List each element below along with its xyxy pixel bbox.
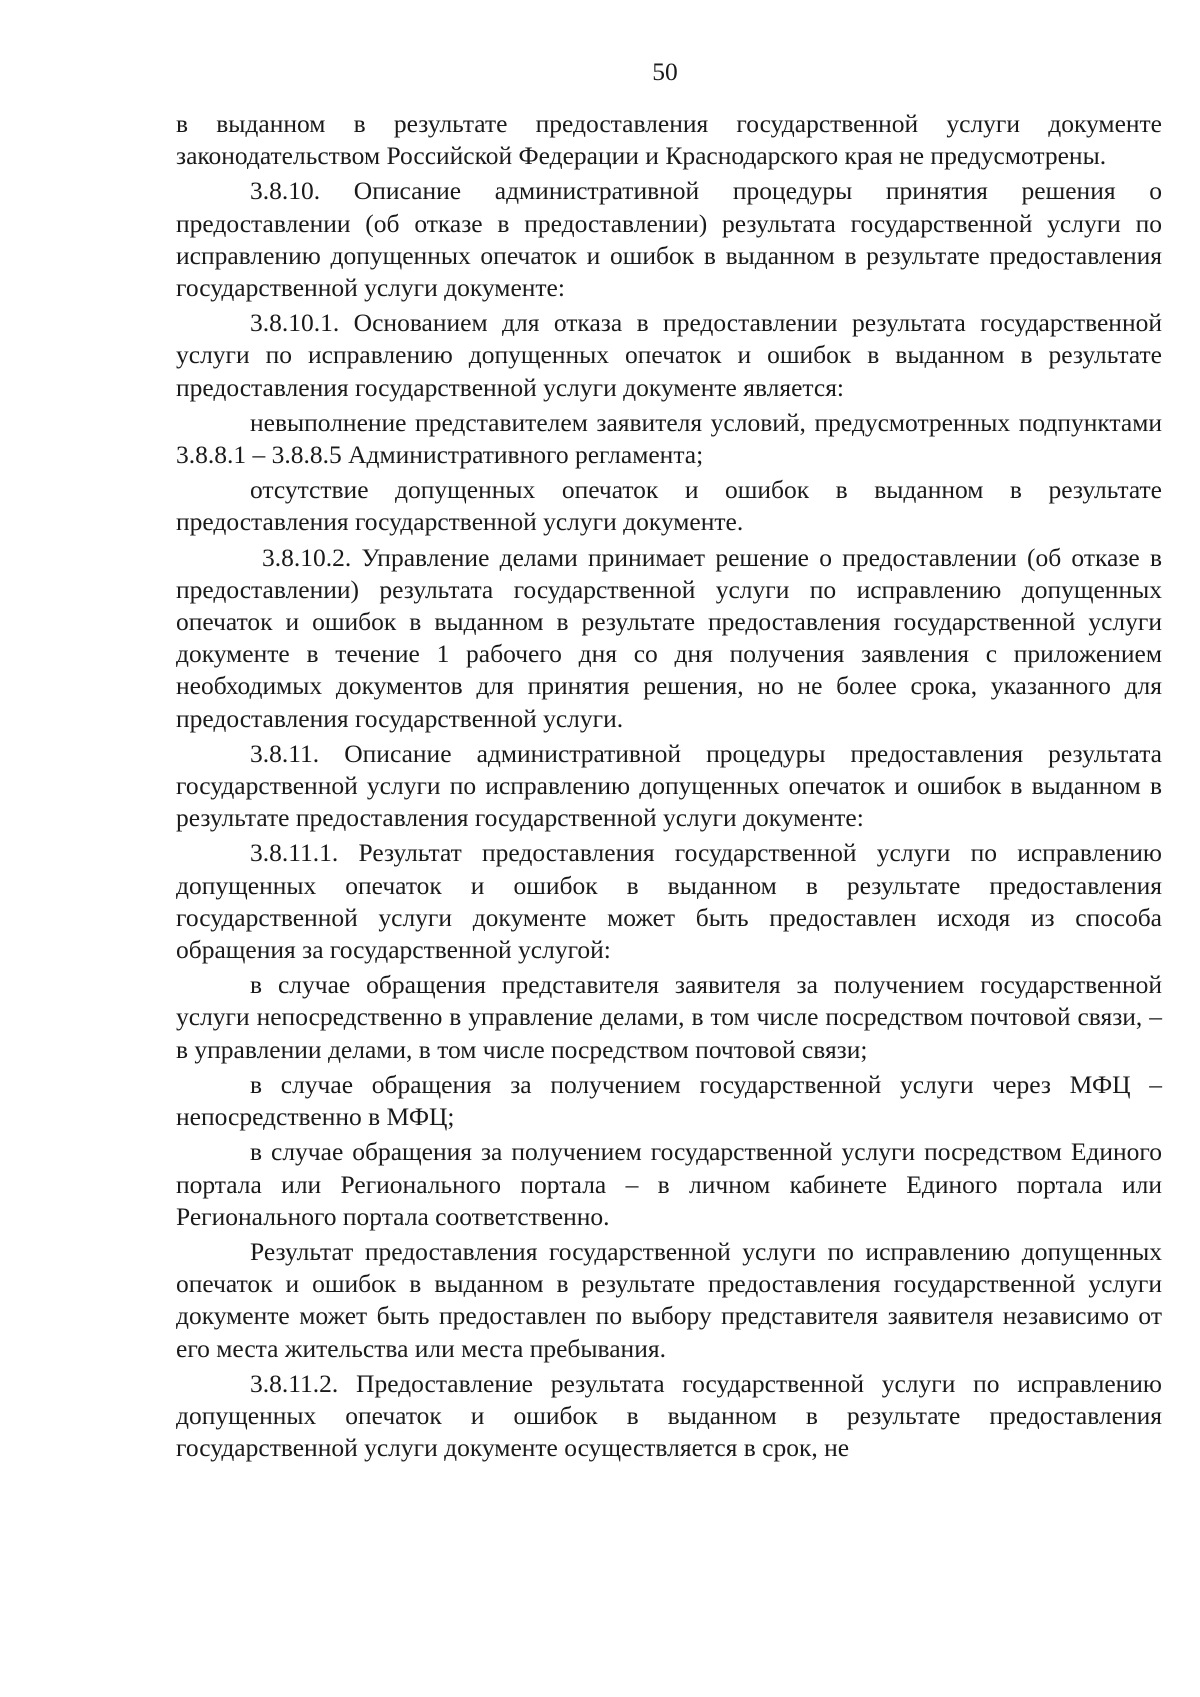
paragraph-3-8-10-2: 3.8.10.2. Управление делами принимает решение о предоставлении (об отказе в предоставлении) результата государственной услуги по исправлению допущенных опечаток и ошибок в выданном в результате предоставления государственной услуги документе в течение 1 рабочего дня со дня получения заявления с приложением необходимых документов для принятия решения, но не более срока, указанного для предоставления государственной услуги. <box>176 542 1162 733</box>
document-body <box>176 108 1162 1467</box>
page-number: 50 <box>652 57 678 86</box>
paragraph-result-portal: в случае обращения за получением государственной услуги посредством Единого портала или Регионального портала – в личном кабинете Единого портала или Регионального портала соответственно. <box>176 1137 1162 1231</box>
paragraph-refusal-ground-2: отсутствие допущенных опечаток и ошибок в выданном в результате предоставления государственной услуги документе. <box>176 475 1162 537</box>
paragraph-result-mfc: в случае обращения за получением государственной услуги через МФЦ – непосредственно в МФЦ; <box>176 1069 1162 1132</box>
paragraph-3-8-11-1: 3.8.11.1. Результат предоставления государственной услуги по исправлению допущенных опечаток и ошибок в выданном в результате предоставления государственной услуги документе может быть предоставлен исходя из способа обращения за государственной услугой: <box>176 838 1162 965</box>
paragraph-continuation: в выданном в результате предоставления государственной услуги документе законодательством Российской Федерации и Краснодарского края не предусмотрены. <box>176 109 1162 171</box>
paragraph-result-choice: Результат предоставления государственной услуги по исправлению допущенных опечаток и ошибок в выданном в результате предоставления государственной услуги документе может быть предоставлен по выбору представителя заявителя независимо от его места жительства или места пребывания. <box>176 1236 1162 1363</box>
paragraph-3-8-11-2: 3.8.11.2. Предоставление результата государственной услуги по исправлению допущенных опечаток и ошибок в выданном в результате предоставления государственной услуги документе осуществляется в срок, не <box>176 1368 1162 1463</box>
paragraph-3-8-11: 3.8.11. Описание административной процедуры предоставления результата государственной услуги по исправлению допущенных опечаток и ошибок в выданном в результате предоставления государственной услуги документе: <box>176 738 1162 833</box>
paragraph-3-8-10: 3.8.10. Описание административной процедуры принятия решения о предоставлении (об отказе в предоставлении) результата государственной услуги по исправлению допущенных опечаток и ошибок в выданном в результате предоставления государственной услуги документе: <box>176 176 1162 303</box>
paragraph-3-8-10-1: 3.8.10.1. Основанием для отказа в предоставлении результата государственной услуги по исправлению допущенных опечаток и ошибок в выданном в результате предоставления государственной услуги документе является: <box>176 308 1162 402</box>
paragraph-refusal-ground-1: невыполнение представителем заявителя условий, предусмотренных подпунктами 3.8.8.1 – 3.8.8.5 Административного регламента; <box>176 407 1162 470</box>
paragraph-result-direct: в случае обращения представителя заявителя за получением государственной услуги непосредственно в управление делами, в том числе посредством почтовой связи, – в управлении делами, в том числе посредством почтовой связи; <box>176 970 1162 1064</box>
